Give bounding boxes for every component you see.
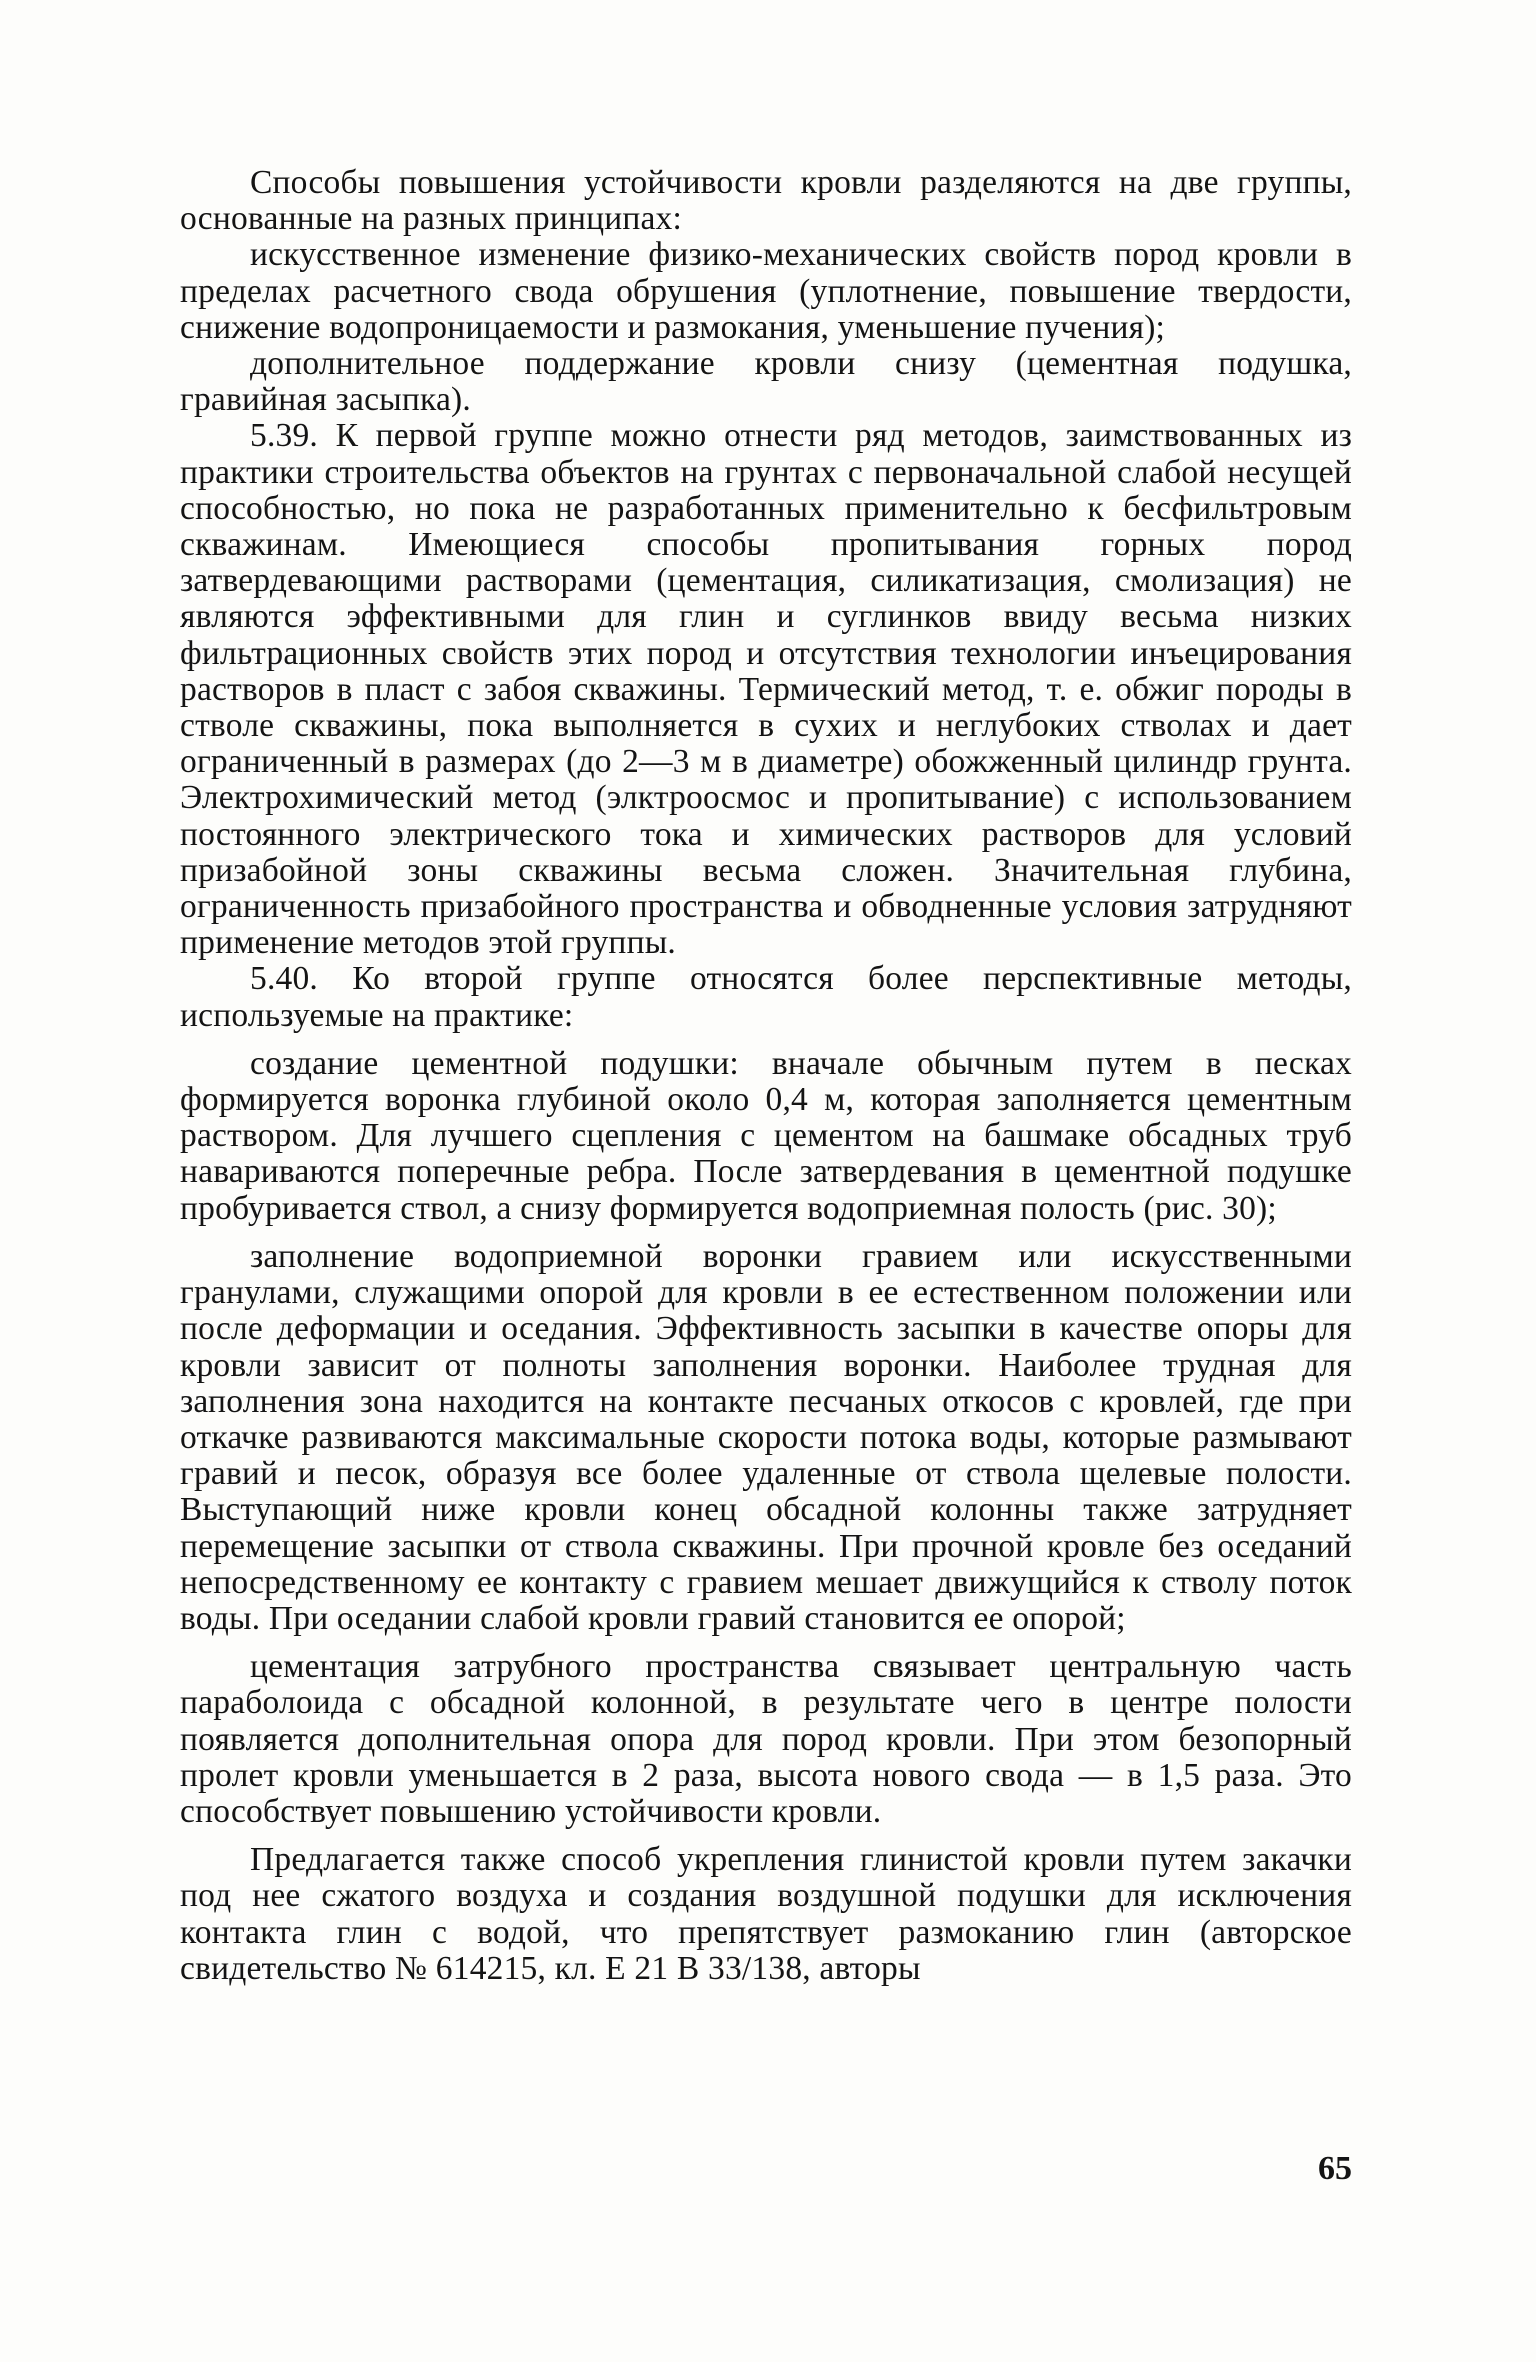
body-text	[180, 165, 1352, 1987]
paragraph-5-40: 5.40. Ко второй группе относятся более перспективные методы, используемые на практике:	[180, 960, 1352, 1034]
paragraph-annulus-cementation: цементация затрубного пространства связывает центральную часть параболоида с обсадной колонной, в результате чего в центре полости появляется дополнительная опора для пород кровли. При этом безопорный пролет кровли уменьшается в 2 раза, высота нового свода — в 1,5 раза. Это способствует повышению устойчивости кровли.	[180, 1648, 1352, 1830]
paragraph-intro: Способы повышения устойчивости кровли разделяются на две группы, основанные на разных принципах:	[180, 164, 1352, 238]
paragraph-gravel-filling: заполнение водоприемной воронки гравием или искусственными гранулами, служащими опорой для кровли в ее естественном положении или после деформации и оседания. Эффективность засыпки в качестве опоры для кровли зависит от полноты заполнения воронки. Наиболее трудная для заполнения зона находится на контакте песчаных откосов с кровлей, где при откачке развиваются максимальные скорости потока воды, которые размывают гравий и песок, образуя все более удаленные от ствола щелевые полости. Выступающий ниже кровли конец обсадной колонны также затрудняет перемещение засыпки от ствола скважины. При прочной кровле без оседаний непосредственному ее контакту с гравием мешает движущийся к стволу поток воды. При оседании слабой кровли гравий становится ее опорой;	[180, 1237, 1352, 1637]
paragraph-group-one-item: искусственное изменение физико-механических свойств пород кровли в пределах расчетного свода обрушения (уплотнение, повышение твердости, снижение водопроницаемости и размокания, уменьшение пучения);	[180, 236, 1352, 346]
page-number: 65	[1318, 2150, 1352, 2187]
paragraph-compressed-air: Предлагается также способ укрепления глинистой кровли путем закачки под нее сжатого воздуха и создания воздушной подушки для исключения контакта глин с водой, что препятствует размоканию глин (авторское свидетельство № 614215, кл. Е 21 В 33/138, авторы	[180, 1841, 1352, 1987]
paragraph-cement-cushion: создание цементной подушки: вначале обычным путем в песках формируется воронка глубиной около 0,4 м, которая заполняется цементным раствором. Для лучшего сцепления с цементом на башмаке обсадных труб навариваются поперечные ребра. После затвердевания в цементной подушке пробуривается ствол, а снизу формируется водоприемная полость (рис. 30);	[180, 1044, 1352, 1227]
paragraph-5-39: 5.39. К первой группе можно отнести ряд методов, заимствованных из практики строительства объектов на грунтах с первоначальной слабой несущей способностью, но пока не разработанных применительно к бесфильтровым скважинам. Имеющиеся способы пропитывания горных пород затвердевающими растворами (цементация, силикатизация, смолизация) не являются эффективными для глин и суглинков ввиду весьма низких фильтрационных свойств этих пород и отсутствия технологии инъецирования растворов в пласт с забоя скважины. Термический метод, т. е. обжиг породы в стволе скважины, пока выполняется в сухих и неглубоких стволах и дает ограниченный в размерах (до 2—3 м в диаметре) обожженный цилиндр грунта. Электрохимический метод (элктроосмос и пропитывание) с использованием постоянного электрического тока и химических растворов для условий призабойной зоны скважины весьма сложен. Значительная глубина, ограниченность призабойного пространства и обводненные условия затрудняют применение методов этой группы.	[180, 417, 1352, 962]
paragraph-group-two-item: дополнительное поддержание кровли снизу (цементная подушка, гравийная засыпка).	[180, 345, 1352, 419]
